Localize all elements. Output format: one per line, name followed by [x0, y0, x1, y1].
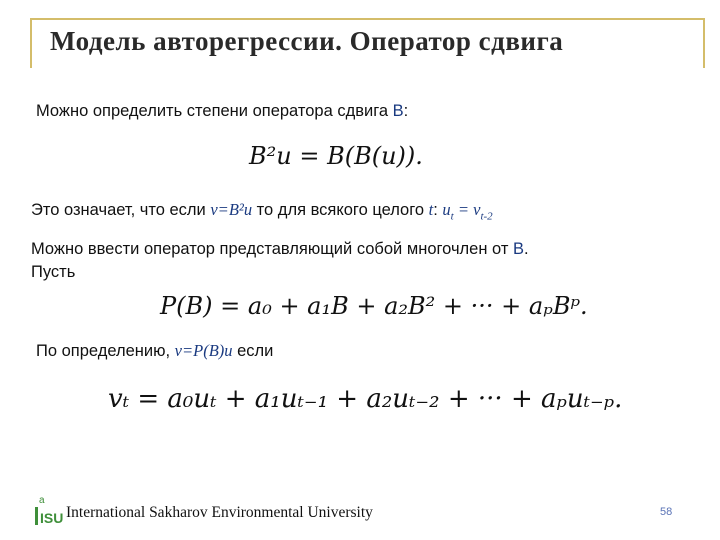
- svg-text:ISU: ISU: [40, 510, 64, 526]
- line1-end: :: [403, 102, 409, 120]
- line1-text: Можно определить степени оператора сдвига: [36, 102, 393, 120]
- left-frame-line: [30, 18, 32, 68]
- text-line-2: [31, 200, 493, 222]
- footer-university-name: International Sakharov Environmental University: [66, 504, 373, 521]
- text-line-1: [36, 102, 408, 121]
- formula-b-squared: B²u = B(B(u)).: [249, 142, 423, 170]
- slide-title: Модель авторегрессии. Оператор сдвига: [50, 26, 564, 56]
- text-line-3: [31, 240, 529, 259]
- line3-var: B: [513, 240, 525, 258]
- right-frame-line: [703, 18, 705, 68]
- formula-polynomial: P(B) = a₀ + a₁B + a₂B² + ··· + aₚBᵖ.: [160, 292, 588, 320]
- line5-end: если: [232, 342, 274, 360]
- line2-eq-lhs-sub: t: [450, 210, 454, 223]
- text-line-4: Пусть: [31, 263, 76, 281]
- svg-text:a: a: [39, 495, 45, 506]
- line2-math: v=B²u: [210, 200, 253, 219]
- top-frame-line: [32, 18, 704, 20]
- line2-mid: то для всякого целого: [252, 201, 429, 219]
- line2-t: t: [428, 200, 434, 219]
- line3-text: Можно ввести оператор представляющий собой многочлен от: [31, 240, 514, 258]
- page-number: 58: [660, 506, 673, 518]
- formula-ar-expansion: vₜ = a₀uₜ + a₁uₜ₋₁ + a₂uₜ₋₂ + ··· + aₚuₜ₋ₚ.: [108, 384, 623, 414]
- line5-text: По определению,: [36, 342, 175, 360]
- university-logo-icon: [33, 493, 64, 529]
- line2-eq-rhs: v: [473, 200, 481, 219]
- line2-text: Это означает, что если: [31, 201, 211, 219]
- line3-end: .: [524, 240, 529, 258]
- line1-var: B: [392, 102, 404, 120]
- text-line-5: [36, 341, 273, 361]
- line2-colon: :: [433, 201, 443, 219]
- line2-eq-rhs-sub: t-2: [480, 210, 493, 223]
- line2-eq-mid: =: [453, 200, 474, 219]
- line2-eq-lhs: u: [442, 200, 451, 219]
- line5-math: v=P(B)u: [174, 341, 233, 360]
